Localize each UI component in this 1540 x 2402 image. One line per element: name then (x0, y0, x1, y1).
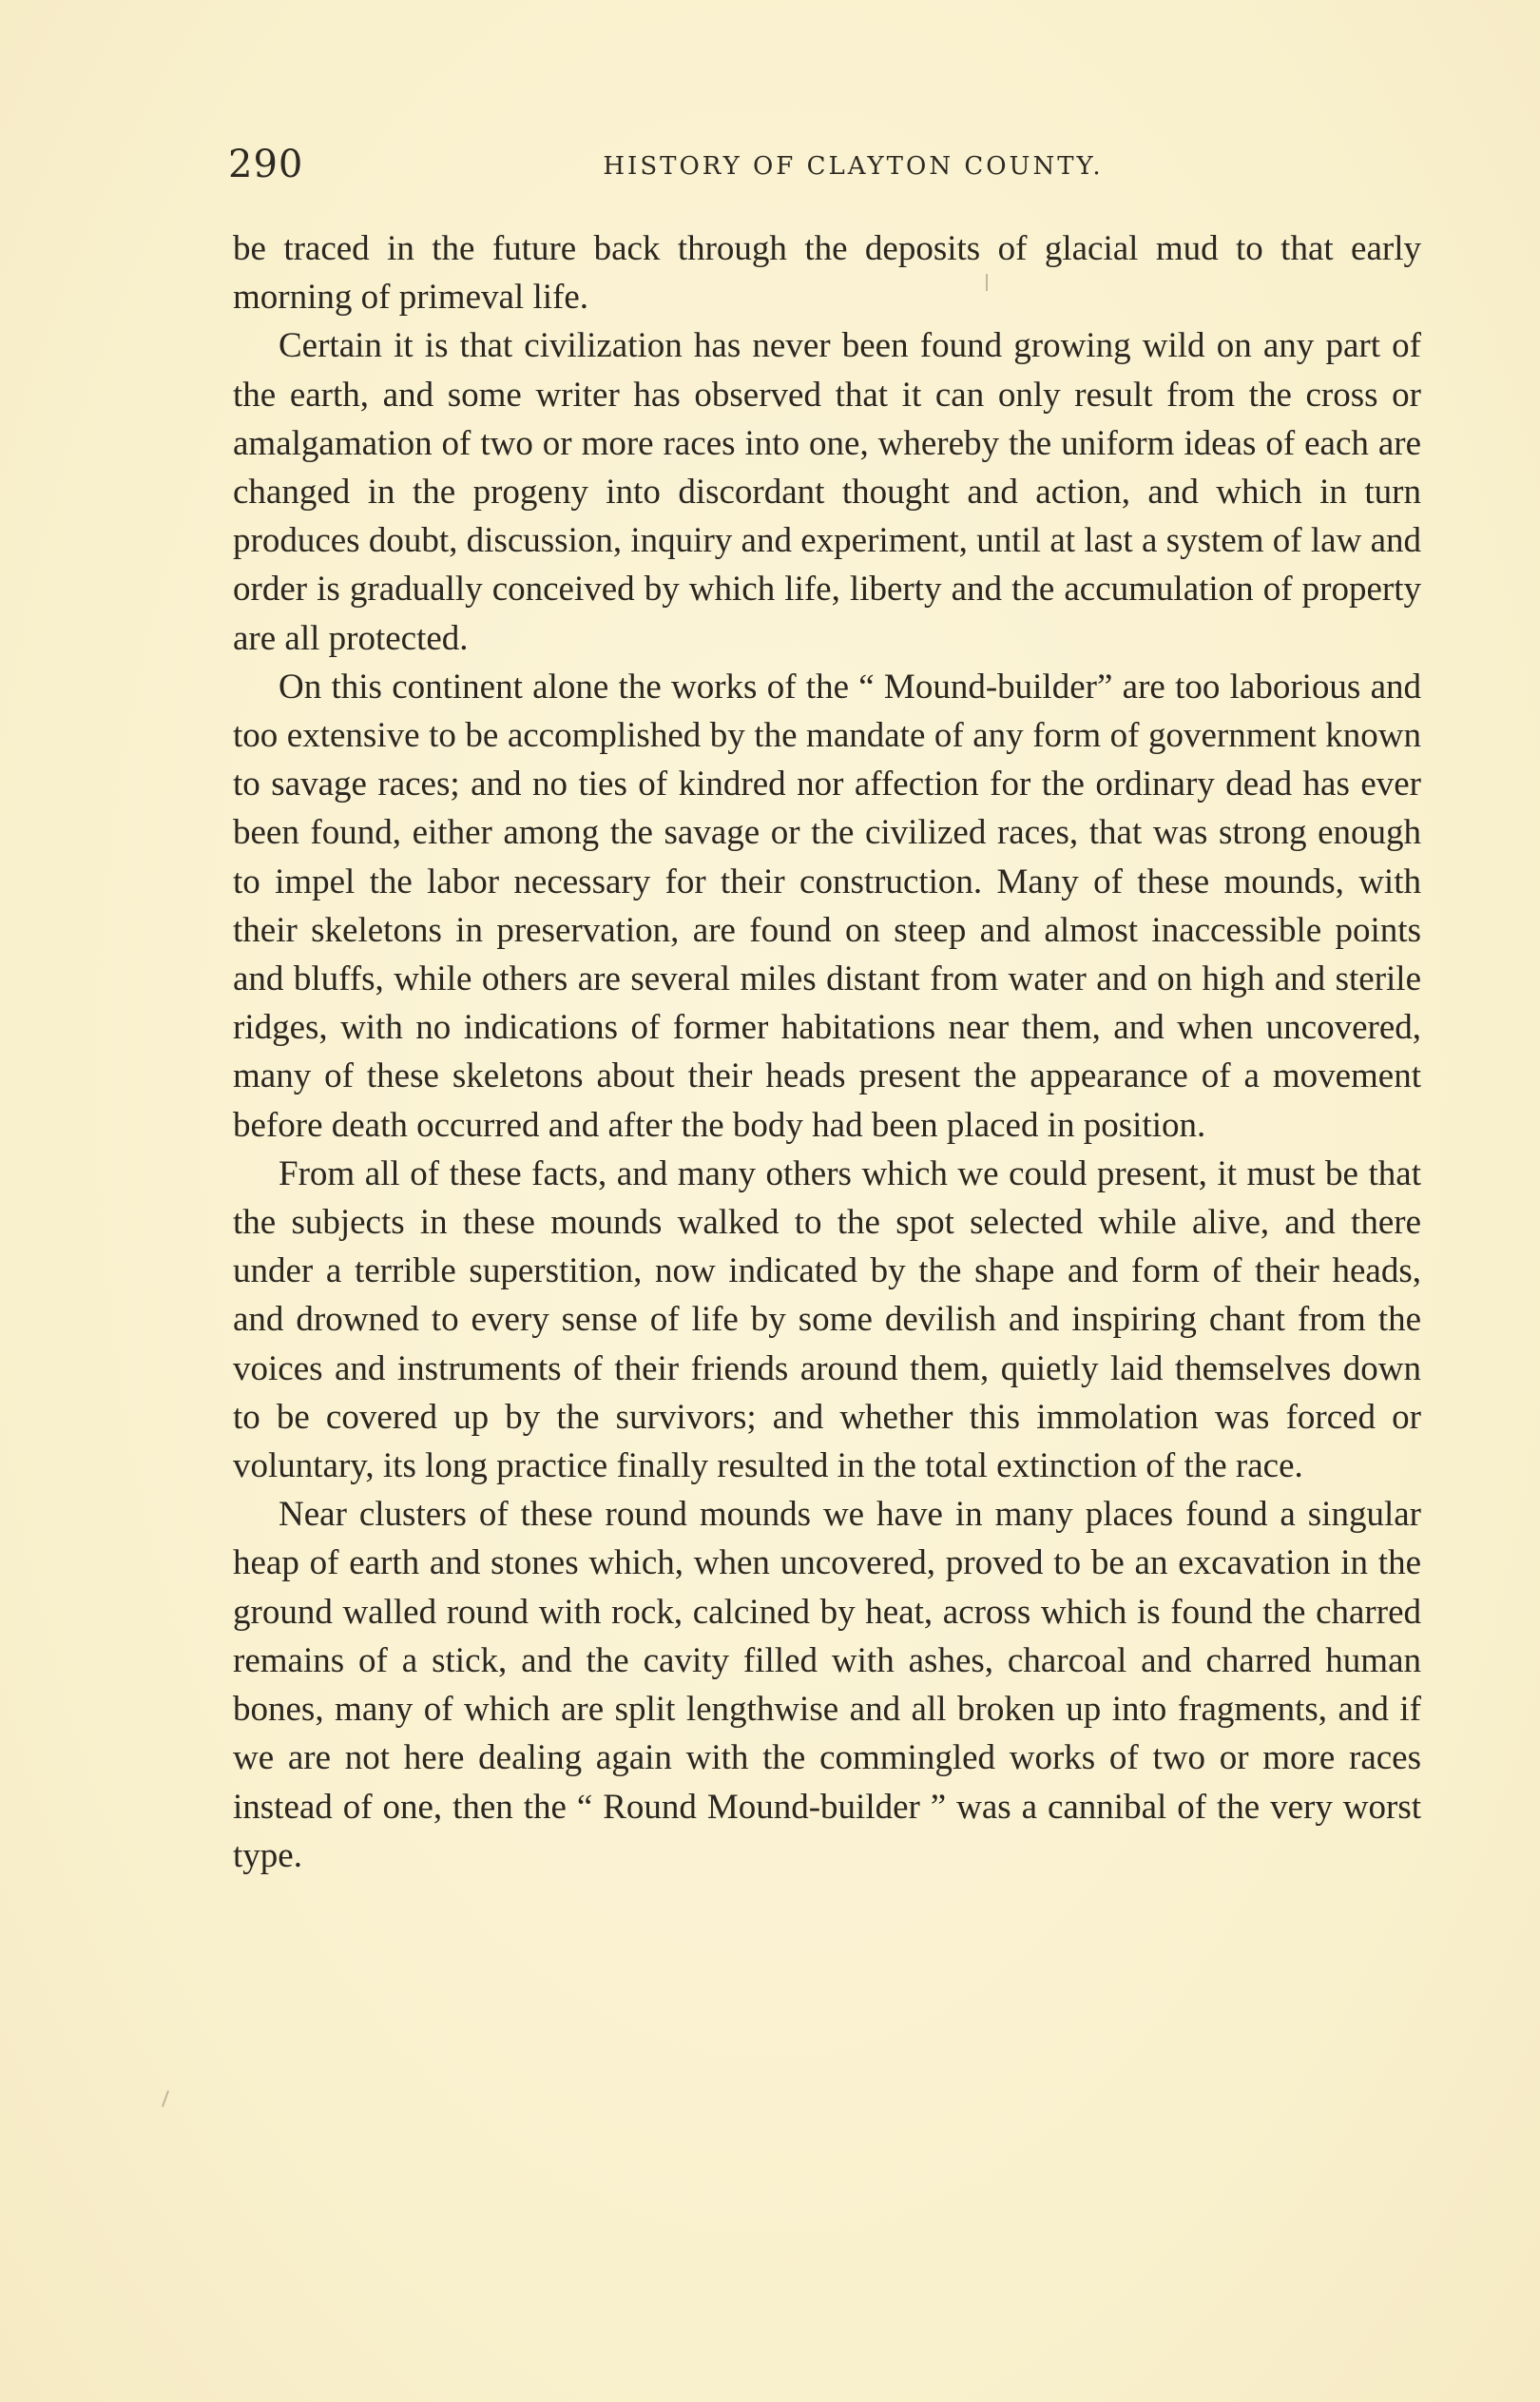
running-head (228, 143, 1421, 200)
running-title: HISTORY OF CLAYTON COUNTY. (603, 152, 1104, 181)
paragraph: Certain it is that civilization has never been found growing wild on any part of the earth, and some writer has observed that it can only result from the cross or amalgamation of two or more races into one, whereby the uniform ideas of each are changed in the progeny into discordant thought and action, and which in turn produces doubt, discussion, inquiry and experiment, until at last a system of law and order is gradually conceived by which life, liberty and the accumulation of property are all protected. (233, 326, 1421, 658)
paper-speck (986, 274, 988, 291)
paragraph: From all of these facts, and many others which we could present, it must be that the subjects in these mounds walked to the spot selected while alive, and there under a terrible superstition, now indicated by the shape and form of their heads, and drowned to every sense of life by some devilish and inspiring chant from the voices and instruments of their friends around them, quietly laid themselves down to be covered up by the survivors; and whether this immolation was forced or voluntary, its long practice finally resulted in the total extinction of the race. (233, 1153, 1421, 1486)
paragraph: Near clusters of these round mounds we have in many places found a singular heap of earth and stones which, when uncovered, proved to be an excavation in the ground walled round with rock, calcined by heat, across which is found the charred remains of a stick, and the cavity filled with ashes, charcoal and charred human bones, many of which are split lengthwise and all broken up into fragments, and if we are not here dealing again with the commingled works of two or more races instead of one, then the “ Round Mound-builder ” was a cannibal of the very worst type. (233, 1495, 1421, 1875)
paragraph: On this continent alone the works of the “ Mound-builder” are too laborious and too extensive to be accomplished by the mandate of any form of government known to savage races; and no ties of kindred nor affection for the ordinary dead has ever been found, either among the savage or the civilized races, that was strong enough to impel the labor necessary for their construction. Many of these mounds, with their skeletons in preservation, are found on steep and almost inaccessible points and bluffs, while others are several miles distant from water and on high and sterile ridges, with no indications of former habitations near them, and when uncovered, many of these skeletons about their heads present the appearance of a movement before death occurred and after the body had been placed in position. (233, 667, 1421, 1145)
body-text (233, 224, 1421, 1880)
page-number: 290 (228, 143, 304, 186)
paper-speck (162, 2090, 169, 2107)
paragraph: be traced in the future back through the deposits of glacial mud to that early morning of primeval life. (233, 229, 1421, 318)
